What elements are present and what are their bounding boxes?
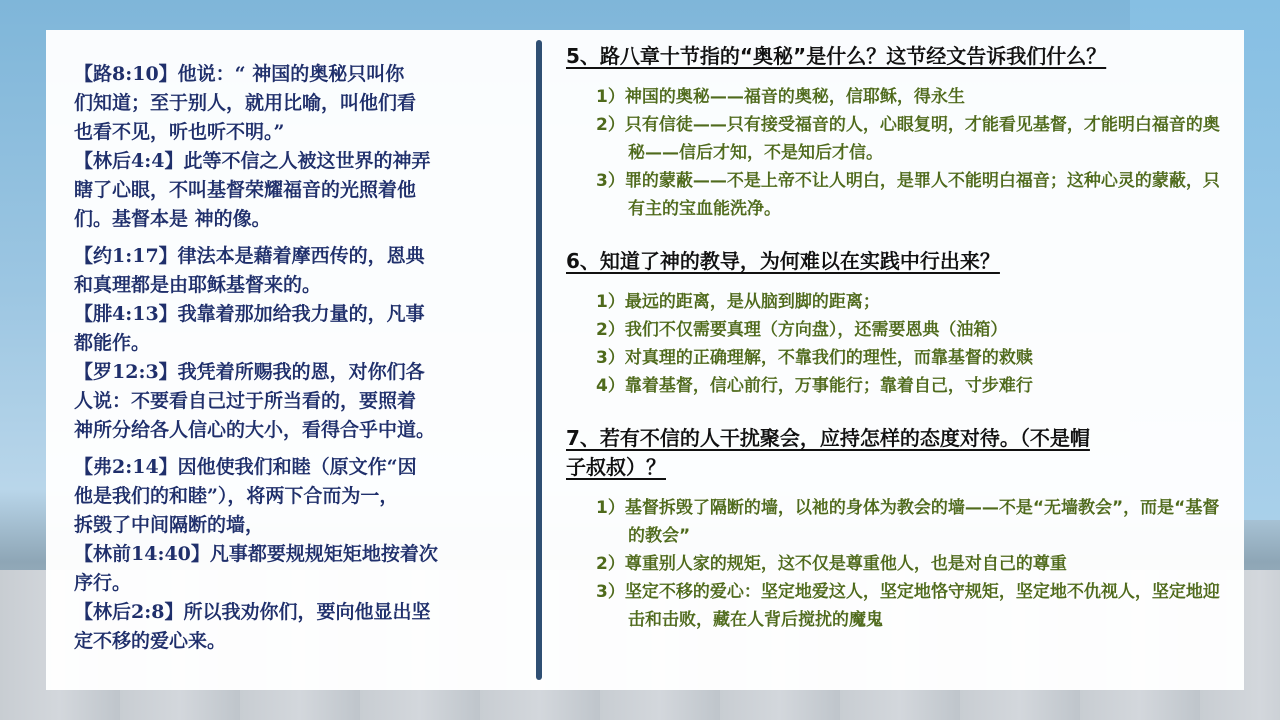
verse-line: 们。基督本是 神的像。 bbox=[74, 208, 271, 230]
answer-item: 2）尊重别人家的规矩，这不仅是尊重他人，也是对自己的尊重 bbox=[596, 554, 1067, 574]
question-heading: 6、知道了神的教导，为何难以在实践中行出来？ bbox=[566, 249, 1000, 273]
answer-item: 3）坚定不移的爱心：坚定地爱这人，坚定地恪守规矩，坚定地不仇视人，坚定地迎击和击败，藏在人背后搅扰的魔鬼 bbox=[596, 582, 1220, 630]
verse-block bbox=[74, 242, 524, 445]
answer-item: 4）靠着基督，信心前行，万事能行；靠着自己，寸步难行 bbox=[596, 376, 1033, 396]
verse-line: 【林前14:40】凡事都要规规矩矩地按着次 bbox=[74, 543, 438, 565]
verse-block bbox=[74, 60, 524, 234]
answer-list bbox=[566, 288, 1236, 400]
verse-line: 都能作。 bbox=[74, 332, 151, 354]
question-heading: 7、若有不信的人干扰聚会，应持怎样的态度对待。（不是帽 bbox=[566, 426, 1090, 450]
verse-line: 们知道；至于别人，就用比喻，叫他们看 bbox=[74, 92, 417, 114]
verse-line: 人说：不要看自己过于所当看的，要照着 bbox=[74, 390, 417, 412]
verse-line: 定不移的爱心来。 bbox=[74, 630, 227, 652]
verse-line: 【林后4:4】此等不信之人被这世界的神弄 bbox=[74, 150, 431, 172]
question-heading-continued: 子叔叔）？ bbox=[566, 455, 666, 479]
question-section bbox=[566, 424, 1236, 634]
verse-line: 【罗12:3】我凭着所赐我的恩，对你们各 bbox=[74, 361, 425, 383]
answer-item: 1）基督拆毁了隔断的墙，以祂的身体为教会的墙——不是“无墙教会”，而是“基督的教会” bbox=[596, 498, 1220, 546]
questions-column bbox=[566, 42, 1236, 658]
scripture-column bbox=[74, 60, 524, 664]
answer-list bbox=[566, 494, 1236, 634]
verse-line: 他是我们的和睦”），将两下合而为一， bbox=[74, 485, 399, 507]
verse-line: 【路8:10】他说：“ 神国的奥秘只叫你 bbox=[74, 63, 405, 85]
verse-line: 拆毁了中间隔断的墙， bbox=[74, 514, 265, 536]
answer-item: 3）对真理的正确理解，不靠我们的理性，而靠基督的救赎 bbox=[596, 348, 1033, 368]
verse-line: 序行。 bbox=[74, 572, 132, 594]
answer-item: 1）神国的奥秘——福音的奥秘，信耶稣，得永生 bbox=[596, 87, 965, 107]
answer-item: 3）罪的蒙蔽——不是上帝不让人明白，是罪人不能明白福音；这种心灵的蒙蔽，只有主的宝血能洗净。 bbox=[596, 171, 1220, 219]
verse-block bbox=[74, 453, 524, 656]
question-section bbox=[566, 247, 1236, 400]
verse-line: 神所分给各人信心的大小，看得合乎中道。 bbox=[74, 419, 436, 441]
verse-line: 【林后2:8】所以我劝你们，要向他显出坚 bbox=[74, 601, 431, 623]
answer-list bbox=[566, 83, 1236, 223]
verse-line: 和真理都是由耶稣基督来的。 bbox=[74, 274, 322, 296]
verse-line: 【腓4:13】我靠着那加给我力量的，凡事 bbox=[74, 303, 425, 325]
column-divider bbox=[536, 40, 542, 680]
verse-line: 【弗2:14】因他使我们和睦（原文作“因 bbox=[74, 456, 417, 478]
answer-item: 2）我们不仅需要真理（方向盘），还需要恩典（油箱） bbox=[596, 320, 1008, 340]
verse-line: 【约1:17】律法本是藉着摩西传的，恩典 bbox=[74, 245, 425, 267]
answer-item: 2）只有信徒——只有接受福音的人，心眼复明，才能看见基督，才能明白福音的奥秘——信后才知，不是知后才信。 bbox=[596, 115, 1220, 163]
question-section bbox=[566, 42, 1236, 223]
question-heading: 5、路八章十节指的“奥秘”是什么？这节经文告诉我们什么？ bbox=[566, 44, 1107, 68]
answer-item: 1）最远的距离，是从脑到脚的距离； bbox=[596, 292, 880, 312]
slide-panel bbox=[46, 30, 1244, 690]
verse-line: 也看不见，听也听不明。” bbox=[74, 121, 285, 143]
verse-line: 瞎了心眼，不叫基督荣耀福音的光照着他 bbox=[74, 179, 417, 201]
